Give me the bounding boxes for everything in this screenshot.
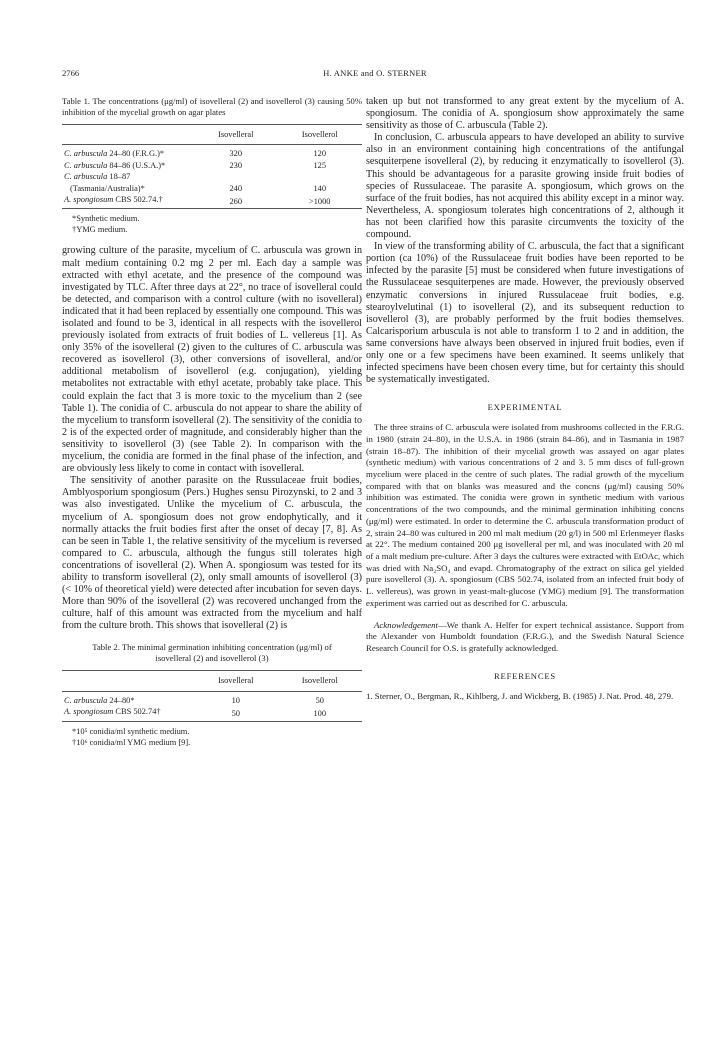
table-1-footnote: *Synthetic medium. <box>72 214 140 224</box>
organism-name: C. arbuscula <box>64 149 108 159</box>
body-paragraph: growing culture of the parasite, mycelium of C. arbuscula was grown in malt medium containing 0.2 mg 2 per ml. Each day a sample was extracted with ethyl acetate, and the presence of the compound was investigated by TLC. After three days at 22°, no trace of isovelleral could be detected, and comparison with a control culture (with no isovelleral) indicated that it had been replaced by essentially one compound. This was isolated and found to be 3, identical in all respects with the isovellerol previously isolated from extracts of fruit bodies of L. vellereus [1]. As only 35% of the isovelleral (2) given to the cultures of C. arbuscula was recovered as isovellerol (3), other conversions of isovelleral, and/or additional metabolism of isovellerol (e.g. conjugation), yielding metabolites not extractable with ethyl acetate, probably take place. This could explain the fact that 3 is more toxic to the mycelium than 2 (see Table 1). The conidia of C. arbuscula do not appear to share the ability of the mycelium to transform isovelleral (2). The sensitivity of the conidia to 2 is of the expected order of magnitude, and considerably higher than the sensitivity to isovellerol (3) (see Table 2). In comparison with the mycelium, the conidia are formed in the final phase of the infection, and are obviously less likely to come in contact with isovelleral. <box>62 245 362 475</box>
strain-detail: CBS 502.74† <box>113 707 161 717</box>
organism-name: A. spongiosum <box>64 707 114 717</box>
table-2-col-blank <box>62 671 194 691</box>
reference-item: 1. Sterner, O., Bergman, R., Kihlberg, J. and Wickberg, B. (1985) J. Nat. Prod. 48, 279. <box>366 690 674 701</box>
table-cell: 120 <box>313 149 327 159</box>
body-paragraph: In conclusion, C. arbuscula appears to have developed an ability to survive also in an environment containing high concentrations of the antifungal sesquiterpene isovelleral (2), by reducing it enzymatically to isovellerol (3). This should be advantageous for a parasite growing inside fruit bodies of species of Russulaceae. The parasite A. spongiosum, which grows on the surface of the fruit bodies, has not acquired this ability except in a minor way. Nevertheless, A. spongiosum tolerates high concentrations of 2, although it has not been clarified how this parasite circumvents the toxicity of the compound. <box>366 132 684 241</box>
acknowledgement-text: —We thank A. Helfer for expert technical assistance. Support from the Alexander von Humboldt foundation (F.R.G.), and the Swedish Natural Science Research Council for O.S. is gratefully acknowledged. <box>366 619 684 653</box>
table-1-caption: Table 1. The concentrations (μg/ml) of isovelleral (2) and isovellerol (3) causing 50% inhibition of the mycelial growth on agar plates <box>62 96 362 117</box>
table-cell: 230 <box>229 160 243 170</box>
table-cell: 125 <box>313 160 327 170</box>
table-row <box>62 171 362 182</box>
table-2-caption: Table 2. The minimal germination inhibiting concentration (μg/ml) of isovelleral (2) and isovellerol (3) <box>92 642 332 664</box>
organism-name: C. arbuscula <box>64 695 108 705</box>
table-row <box>62 194 362 209</box>
table-row <box>62 691 362 706</box>
body-paragraph: taken up but not transformed to any great extent by the mycelium of A. spongiosum. The conidia of A. spongiosum show approximately the same sensitivity as those of C. arbuscula (Table 2). <box>366 96 684 132</box>
table-2 <box>62 642 362 747</box>
table-cell: 320 <box>229 149 243 159</box>
table-row <box>62 706 362 721</box>
table-cell: 260 <box>229 196 243 206</box>
acknowledgement-paragraph <box>366 620 684 655</box>
table-cell <box>194 171 278 182</box>
body-paragraph: The sensitivity of another parasite on the Russulaceae fruit bodies, Amblyosporium spongiosum (Pers.) Hughes sensu Pirozynski, to 2 and 3 was also investigated. Unlike the mycelium of C. arbuscula, the mycelium of A. spongiosum does not grow endophytically, and it normally attacks the fruit bodies first after the onset of decay [7, 8]. As can be seen in Table 1, the relative sensitivity of the mycelium is reversed compared to C. arbuscula, although the fungus still tolerates high concentrations of isovelleral (2). When A. spongiosum was tested for its ability to transform isovelleral (2), only small amounts of isovellerol (3) (< 10% of theoretical yield) were detected after incubation for seven days. More than 90% of the isovelleral (2) was recovered unchanged from the culture, half of this amount was extracted from the mycelium and half from the culture broth. This shows that isovelleral (2) is <box>62 475 362 632</box>
experimental-heading: EXPERIMENTAL <box>487 402 563 413</box>
references-heading: REFERENCES <box>494 670 556 681</box>
table-1-col-isovelleral: Isovelleral <box>218 130 254 139</box>
experimental-paragraph: The three strains of C. arbuscula were isolated from mushrooms collected in the F.R.G. in 1980 (strain 24–80), in the U.S.A. in 1986 (strain 84–86), and in Tasmania in 1987 (strain 18–87). The inhibition of their mycelial growth was assayed on agar plates (synthetic medium) with various concentrations of 2 and 3. 5 mm discs of full-grown mycelium were placed in the centre of such plates. The radial growth of the mycelium compared with that on blanks was measured and the concns (μg/ml) causing 50% inhibition was estimated. The conidia were grown in synthetic medium with various concentrations of the two compounds, and the minimal germination inhibiting concns (μg/ml) were estimated. In order to determine the C. arbuscula transformation product of 2, strain 24–80 was cultured in 200 ml malt medium (20 g/l) in 500 ml Erlenmeyer flasks at 22°. The medium contained 200 μg isovelleral per ml, and was inoculated with 20 ml of a malt medium pre-culture. After 3 days the cultures were extracted with EtOAc, which was dried with Na₂SO₄ and evapd. Chromatography of the extract on silica gel yielded pure isovellerol (3). A. spongiosum (CBS 502.74, isolated from an infected fruit body of L. vellereus), was grown in yeast-malt-glucose (YMG) medium [9]. The transformation experiment was carried out as described for C. arbuscula. <box>366 422 684 608</box>
table-cell <box>278 171 363 182</box>
page-header <box>62 68 688 82</box>
page-number: 2766 <box>62 68 80 78</box>
table-cell: 50 <box>231 708 240 718</box>
table-1-col-isovellerol: Isovellerol <box>301 130 338 139</box>
strain-detail: 24–80* <box>107 695 135 705</box>
acknowledgement-label: Acknowledgement <box>374 619 438 630</box>
table-2-footnotes <box>62 726 362 748</box>
strain-detail: 18–87 <box>107 172 131 182</box>
strain-detail: 84–86 (U.S.A.)* <box>107 160 166 170</box>
table-1-footnotes <box>62 213 362 235</box>
table-2-footnote: †10⁶ conidia/ml YMG medium [9]. <box>72 737 191 747</box>
table-row <box>62 183 362 194</box>
table-1-grid <box>62 124 362 209</box>
table-2-grid <box>62 670 362 721</box>
experimental-section <box>366 422 684 654</box>
table-cell: 10 <box>231 695 240 705</box>
strain-detail: 24–80 (F.R.G.)* <box>107 149 165 159</box>
table-2-col-isovelleral: Isovelleral <box>218 676 254 686</box>
table-2-footnote: *10⁵ conidia/ml synthetic medium. <box>72 726 190 736</box>
table-2-col-isovellerol: Isovellerol <box>301 676 338 686</box>
table-row <box>62 145 362 160</box>
table-1-header-row <box>62 125 362 145</box>
running-head: H. ANKE and O. STERNER <box>323 68 427 78</box>
organism-name: C. arbuscula <box>64 172 108 182</box>
table-cell: 100 <box>313 708 327 718</box>
strain-detail: (Tasmania/Australia)* <box>70 183 145 193</box>
table-cell: 140 <box>313 183 327 193</box>
table-cell: 50 <box>315 695 324 705</box>
table-1-footnote: †YMG medium. <box>72 225 128 235</box>
organism-name: A. spongiosum <box>64 195 114 205</box>
strain-detail: CBS 502.74.† <box>113 195 163 205</box>
table-row <box>62 160 362 171</box>
table-1-col-blank <box>62 125 194 145</box>
table-cell: 240 <box>229 183 243 193</box>
table-2-header-row <box>62 671 362 691</box>
organism-name: C. arbuscula <box>64 160 108 170</box>
left-column <box>62 96 362 748</box>
right-column <box>366 96 684 702</box>
table-cell: >1000 <box>309 196 331 206</box>
body-paragraph: In view of the transforming ability of C. arbuscula, the fact that a significant portion (ca 10%) of the Russulaceae fruit bodies have been reported to be infected by the parasite [5] must be considered when future investigations of the Russulaceae sesquiterpenes are made. However, the previously observed enzymatic conversions in injured Russulaceae fruit bodies, e.g. stearoylvelutinal (1) to isovelleral (2), and its subsequent reduction to isovellerol (3), are probably performed by the fruit bodies themselves. Calcarisporium arbuscula is not able to transform 1 to 2 and in addition, the same conversions have always been observed in injured fruit bodies, even if only one or a few specimens have been examined. It seems unlikely that infected specimens have been chosen every time, but for certainty this should be systematically investigated. <box>366 241 684 386</box>
table-1 <box>62 96 362 235</box>
